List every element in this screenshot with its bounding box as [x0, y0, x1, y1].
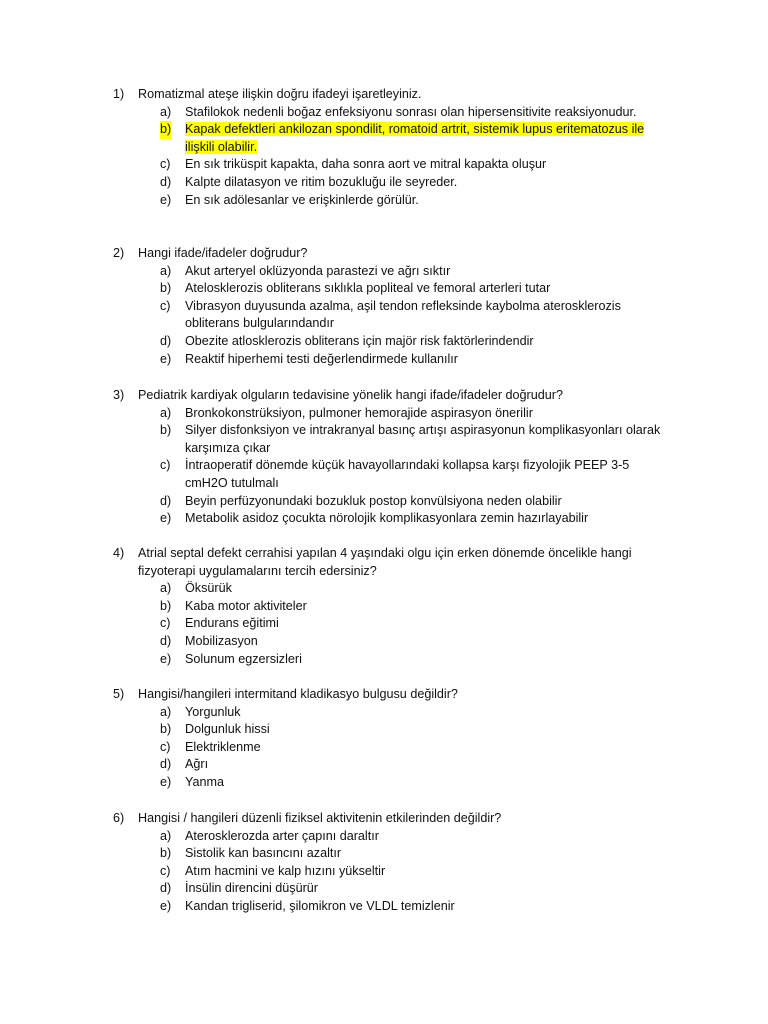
option-text: Endurans eğitimi	[185, 616, 279, 631]
option-c	[113, 298, 673, 333]
option-text: En sık adölesanlar ve erişkinlerde görülür.	[185, 192, 419, 207]
option-e	[113, 774, 673, 792]
option-label: d)	[160, 633, 172, 648]
option-text: Obezite atlosklerozis obliterans için majör risk faktörlerindendir	[185, 333, 534, 348]
option-label: d)	[160, 881, 172, 896]
option-b-highlighted	[113, 121, 673, 156]
option-text: Kaba motor aktiviteler	[185, 598, 307, 613]
question-number: 4)	[113, 546, 125, 560]
option-text: Atelosklerozis obliterans sıklıkla popliteal ve femoral arterleri tutar	[185, 281, 551, 296]
question-number: 5)	[113, 687, 125, 701]
option-label: a)	[160, 704, 172, 719]
option-text: Akut arteryel oklüzyonda parastezi ve ağrı sıktır	[185, 263, 451, 278]
option-label: a)	[160, 581, 172, 596]
option-label: c)	[160, 739, 171, 754]
option-b	[113, 598, 673, 616]
option-a	[113, 828, 673, 846]
option-d	[113, 880, 673, 898]
option-label: d)	[160, 174, 172, 189]
option-c	[113, 739, 673, 757]
option-text: Bronkokonstrüksiyon, pulmoner hemorajide aspirasyon önerilir	[185, 405, 533, 420]
option-e	[113, 898, 673, 916]
option-text: Kalpte dilatasyon ve ritim bozukluğu ile seyreder.	[185, 174, 458, 189]
option-label: a)	[160, 104, 172, 119]
option-label: b)	[160, 281, 172, 296]
question-number: 3)	[113, 388, 125, 402]
option-d	[113, 633, 673, 651]
question-text: Atrial septal defekt cerrahisi yapılan 4 yaşındaki olgu için erken dönemde öncelikle hangi fizyoterapi uygulamalarını tercih edersiniz?	[138, 546, 632, 578]
option-text: Sistolik kan basıncını azaltır	[185, 846, 342, 861]
option-text: Ağrı	[185, 757, 209, 772]
option-label: d)	[160, 757, 172, 772]
option-b	[113, 422, 673, 457]
option-label: d)	[160, 333, 172, 348]
option-text: En sık triküspit kapakta, daha sonra aort ve mitral kapakta oluşur	[185, 157, 547, 172]
option-c	[113, 156, 673, 174]
option-c	[113, 457, 673, 492]
option-label: b)	[160, 423, 172, 438]
option-label: e)	[160, 898, 172, 913]
option-label: e)	[160, 192, 172, 207]
option-text: Dolgunluk hissi	[185, 722, 270, 737]
option-text: Metabolik asidoz çocukta nörolojik komplikasyonlara zemin hazırlayabilir	[185, 511, 589, 526]
option-e	[113, 192, 673, 210]
option-text: Mobilizasyon	[185, 633, 258, 648]
question-1	[113, 86, 673, 209]
option-text: Yorgunluk	[185, 704, 241, 719]
option-e	[113, 510, 673, 528]
option-d	[113, 756, 673, 774]
question-text: Pediatrik kardiyak olguların tedavisine yönelik hangi ifade/ifadeler doğrudur?	[138, 388, 563, 402]
option-e	[113, 651, 673, 669]
option-text: Silyer disfonksiyon ve intrakranyal basınç artışı aspirasyonun komplikasyonları olarak karşımıza çıkar	[185, 423, 661, 455]
question-stem	[113, 686, 673, 704]
question-6	[113, 810, 673, 916]
question-stem	[113, 387, 673, 405]
option-text: Kandan trigliserid, şilomikron ve VLDL temizlenir	[185, 898, 455, 913]
question-number: 2)	[113, 246, 125, 260]
option-b	[113, 280, 673, 298]
option-d	[113, 174, 673, 192]
option-label: d)	[160, 493, 172, 508]
option-label: b)	[160, 722, 172, 737]
question-stem	[113, 245, 673, 263]
option-text: İnsülin direncini düşürür	[185, 881, 319, 896]
option-label: c)	[160, 157, 171, 172]
option-label: e)	[160, 774, 172, 789]
question-number: 1)	[113, 87, 125, 101]
option-text: Elektriklenme	[185, 739, 261, 754]
option-text: Öksürük	[185, 581, 232, 596]
question-3	[113, 387, 673, 528]
question-text: Hangisi / hangileri düzenli fiziksel aktivitenin etkilerinden değildir?	[138, 811, 502, 825]
option-b	[113, 721, 673, 739]
option-label: c)	[160, 616, 171, 631]
option-label: e)	[160, 351, 172, 366]
option-text: Atım hacmini ve kalp hızını yükseltir	[185, 863, 386, 878]
option-text: Vibrasyon duyusunda azalma, aşil tendon refleksinde kaybolma aterosklerozis obliterans bulgularındandır	[185, 298, 621, 331]
option-label: c)	[160, 458, 171, 473]
question-4	[113, 545, 673, 668]
question-number: 6)	[113, 811, 125, 825]
option-text: İntraoperatif dönemde küçük havayollarındaki kollapsa karşı fizyolojik PEEP 3-5 cmH2O tutulmalı	[185, 458, 630, 490]
option-label: c)	[160, 298, 171, 313]
option-label: b)	[160, 846, 172, 861]
question-text: Hangi ifade/ifadeler doğrudur?	[138, 246, 308, 260]
question-2	[113, 245, 673, 368]
option-d	[113, 493, 673, 511]
option-a	[113, 704, 673, 722]
option-d	[113, 333, 673, 351]
question-text: Romatizmal ateşe ilişkin doğru ifadeyi işaretleyiniz.	[138, 87, 422, 101]
option-c	[113, 863, 673, 881]
option-label: c)	[160, 863, 171, 878]
option-a	[113, 405, 673, 423]
option-a	[113, 580, 673, 598]
question-text: Hangisi/hangileri intermitand kladikasyo bulgusu değildir?	[138, 687, 458, 701]
question-stem	[113, 810, 673, 828]
option-text: Beyin perfüzyonundaki bozukluk postop konvülsiyona neden olabilir	[185, 493, 562, 508]
option-label: b)	[160, 121, 171, 139]
option-label: e)	[160, 511, 172, 526]
option-label: b)	[160, 598, 172, 613]
question-5	[113, 686, 673, 792]
option-text: Solunum egzersizleri	[185, 651, 302, 666]
option-text: Kapak defektleri ankilozan spondilit, romatoid artrit, sistemik lupus eritematozus ile ilişkili olabilir.	[185, 122, 645, 154]
option-label: a)	[160, 828, 172, 843]
question-stem	[113, 86, 673, 104]
option-label: a)	[160, 405, 172, 420]
question-stem	[113, 545, 673, 580]
option-a	[113, 104, 673, 122]
option-label: a)	[160, 263, 172, 278]
option-e	[113, 351, 673, 369]
option-a	[113, 263, 673, 281]
option-text: Aterosklerozda arter çapını daraltır	[185, 828, 379, 843]
option-text: Reaktif hiperhemi testi değerlendirmede kullanılır	[185, 351, 458, 366]
option-label: e)	[160, 651, 172, 666]
option-text: Yanma	[185, 774, 224, 789]
option-b	[113, 845, 673, 863]
option-c	[113, 615, 673, 633]
option-text: Stafilokok nedenli boğaz enfeksiyonu sonrası olan hipersensitivite reaksiyonudur.	[185, 104, 637, 119]
